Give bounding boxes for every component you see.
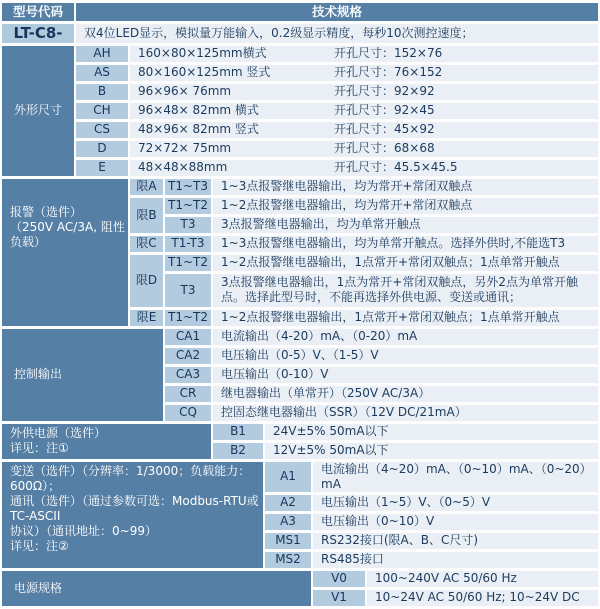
transmit-code: MS2 bbox=[265, 552, 311, 568]
dim-cutout: 开孔尺寸：68×68 bbox=[334, 141, 435, 156]
dim-cutout: 开孔尺寸：45×92 bbox=[334, 122, 435, 137]
power-code: V0 bbox=[313, 571, 365, 587]
dim-code: E bbox=[76, 160, 128, 176]
ext-power-label-line2: 详见：注① bbox=[10, 441, 69, 456]
power-desc: 10~24V AC 50/60 Hz; 10~24V DC bbox=[367, 590, 598, 606]
dim-spec bbox=[130, 103, 598, 119]
control-desc: 继电器输出（单常开）（250V AC/3A） bbox=[213, 386, 598, 402]
model-description: 双4位LED显示，模拟量万能输入，0.2级显示精度，每秒10次测控速度； bbox=[76, 24, 598, 43]
dim-code: D bbox=[76, 141, 128, 157]
transmit-desc: 电压输出（0~10）V bbox=[313, 514, 598, 530]
table-row bbox=[2, 103, 598, 119]
alarm-t-code: T1~T3 bbox=[165, 179, 211, 195]
ext-power-desc: 12V±5% 50mA以下 bbox=[265, 443, 598, 459]
alarm-desc: 1~2点报警继电器输出，均为常开+常闭双触点 bbox=[213, 198, 598, 214]
dim-size: 80×160×125mm 竖式 bbox=[138, 65, 271, 80]
control-desc: 控固态继电器输出（SSR）（12V DC/21mA） bbox=[213, 405, 598, 421]
dim-size: 72×72× 75mm bbox=[138, 141, 232, 156]
table-row bbox=[2, 141, 598, 157]
dim-cutout: 开孔尺寸：92×45 bbox=[334, 103, 435, 118]
table-row bbox=[2, 462, 598, 492]
ext-power-code: B1 bbox=[213, 424, 263, 440]
tech-spec-header: 技术规格 bbox=[76, 3, 598, 21]
transmit-desc: RS485接口 bbox=[313, 552, 598, 568]
control-code: CA3 bbox=[165, 367, 211, 383]
alarm-group-code: 限C bbox=[130, 236, 163, 252]
alarm-t-code: T1~T2 bbox=[165, 310, 211, 326]
table-row bbox=[2, 65, 598, 81]
control-code: CQ bbox=[165, 405, 211, 421]
control-code: CR bbox=[165, 386, 211, 402]
table-row bbox=[2, 424, 598, 440]
alarm-t-code: T1~T2 bbox=[165, 198, 211, 214]
dim-cutout: 开孔尺寸：152×76 bbox=[334, 46, 443, 61]
power-desc: 100~240V AC 50/60 Hz bbox=[367, 571, 598, 587]
model-code-header: 型号代码 bbox=[2, 3, 74, 21]
ext-power-code: B2 bbox=[213, 443, 263, 459]
dim-size: 160×80×125mm横式 bbox=[138, 46, 267, 61]
alarm-label-line1: 报警（选件） bbox=[10, 204, 83, 219]
dim-size: 48×48×88mm bbox=[138, 160, 228, 175]
model-code: LT-C8- bbox=[2, 24, 74, 43]
table-row bbox=[2, 84, 598, 100]
alarm-desc: 1~3点报警继电器输出，均为常开+常闭双触点 bbox=[213, 179, 598, 195]
dim-spec bbox=[130, 84, 598, 100]
alarm-group-code: 限E bbox=[130, 310, 163, 326]
dim-cutout: 开孔尺寸：92×92 bbox=[334, 84, 435, 99]
dim-size: 48×96× 82mm 竖式 bbox=[138, 122, 259, 137]
dim-spec bbox=[130, 160, 598, 176]
alarm-group-code: 限D bbox=[130, 255, 163, 307]
alarm-label bbox=[2, 179, 128, 326]
alarm-t-code: T3 bbox=[165, 217, 211, 233]
control-desc: 电压输出（0-10）V bbox=[213, 367, 598, 383]
table-row bbox=[2, 46, 598, 62]
ext-power-label-line1: 外供电源（选件） bbox=[10, 426, 107, 441]
alarm-label-line2: （250V AC/3A, 阻性负载） bbox=[10, 219, 125, 249]
transmit-label-line1: 变送（选件）（分辨率：1/3000；负载能力：600Ω）； bbox=[10, 463, 251, 493]
control-desc: 电压输出（0-5）V、（1-5）V bbox=[213, 348, 598, 364]
transmit-comm-label bbox=[2, 462, 263, 568]
transmit-code: MS1 bbox=[265, 533, 311, 549]
alarm-desc: 1~2点报警继电器输出，1点常开+常闭双触点；1点单常开触点 bbox=[213, 310, 598, 326]
control-output-label: 控制输出 bbox=[2, 329, 163, 421]
table-row bbox=[2, 122, 598, 138]
transmit-label-line2: 通讯（选件）（通过参数可选：Modbus-RTU或TC-ASCII bbox=[10, 493, 259, 523]
dim-spec bbox=[130, 141, 598, 157]
transmit-code: A2 bbox=[265, 495, 311, 511]
dim-code: AS bbox=[76, 65, 128, 81]
dim-code: CS bbox=[76, 122, 128, 138]
alarm-t-code: T3 bbox=[165, 274, 211, 307]
transmit-label-line4: 详见：注② bbox=[10, 538, 69, 553]
dim-code: AH bbox=[76, 46, 128, 62]
ext-power-label bbox=[2, 424, 211, 459]
transmit-desc: 电流输出（4~20）mA、（0~10）mA、（0~20）mA bbox=[313, 462, 598, 492]
transmit-code: A3 bbox=[265, 514, 311, 530]
dim-spec bbox=[130, 122, 598, 138]
transmit-code: A1 bbox=[265, 462, 311, 492]
alarm-group-code: 限A bbox=[130, 179, 163, 195]
dim-spec bbox=[130, 65, 598, 81]
power-spec-label: 电源规格 bbox=[2, 571, 311, 606]
table-row bbox=[2, 179, 598, 195]
transmit-label-line3: 协议）（通讯地址：0~99） bbox=[10, 523, 157, 538]
alarm-desc: 3点报警继电器输出，均为单常开触点 bbox=[213, 217, 598, 233]
dim-code: B bbox=[76, 84, 128, 100]
control-code: CA2 bbox=[165, 348, 211, 364]
alarm-t-code: T1~T2 bbox=[165, 255, 211, 271]
alarm-group-code: 限B bbox=[130, 198, 163, 233]
model-row bbox=[2, 24, 598, 43]
alarm-desc: 1~2点报警继电器输出，1点常开+常闭双触点；1点单常开触点 bbox=[213, 255, 598, 271]
table-header-row bbox=[2, 3, 598, 21]
transmit-desc: 电压输出（1~5）V、（0~5）V bbox=[313, 495, 598, 511]
control-desc: 电流输出（4-20）mA、（0-20）mA bbox=[213, 329, 598, 345]
table-row bbox=[2, 571, 598, 587]
table-row bbox=[2, 329, 598, 345]
dim-cutout: 开孔尺寸：45.5×45.5 bbox=[334, 160, 458, 175]
power-code: V1 bbox=[313, 590, 365, 606]
dim-code: CH bbox=[76, 103, 128, 119]
dim-cutout: 开孔尺寸：76×152 bbox=[334, 65, 443, 80]
control-code: CA1 bbox=[165, 329, 211, 345]
alarm-desc: 3点报警继电器输出，1点为常开+常闭双触点，另外2点为单常开触点。选择此型号时，不能再选择外供电源、变送或通讯； bbox=[213, 274, 598, 307]
dim-size: 96×96× 76mm bbox=[138, 84, 232, 99]
dim-spec bbox=[130, 46, 598, 62]
alarm-t-code: T1-T3 bbox=[165, 236, 211, 252]
table-row bbox=[2, 160, 598, 176]
ext-power-desc: 24V±5% 50mA以下 bbox=[265, 424, 598, 440]
dimensions-label: 外形尺寸 bbox=[2, 46, 74, 176]
alarm-desc: 1~3点报警继电器输出，均为单常开触点。选择外供时,不能选T3 bbox=[213, 236, 598, 252]
transmit-desc: RS232接口(限A、B、C尺寸) bbox=[313, 533, 598, 549]
dim-size: 96×48× 82mm 横式 bbox=[138, 103, 259, 118]
